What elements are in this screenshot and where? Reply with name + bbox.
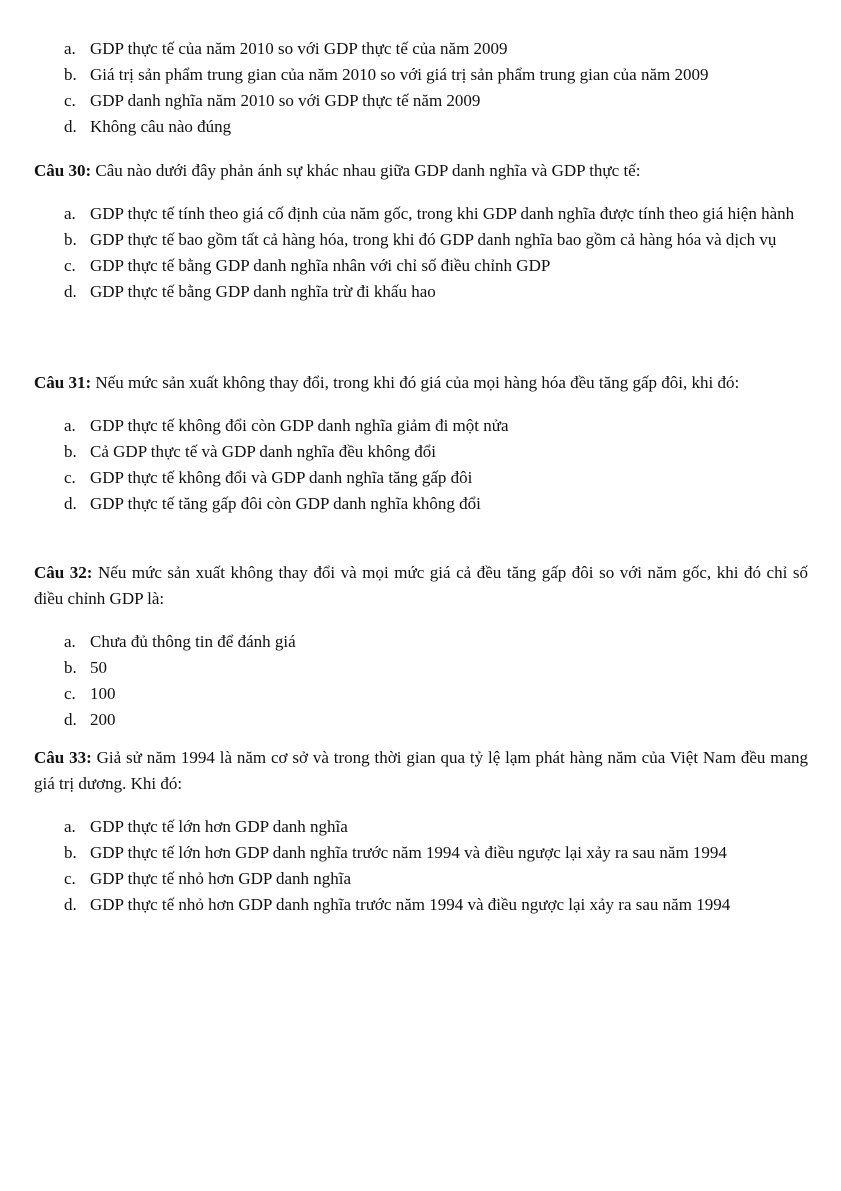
option-letter: b. <box>64 230 77 249</box>
option-b <box>34 439 808 465</box>
option-text: GDP thực tế bằng GDP danh nghĩa trừ đi khấu hao <box>90 282 436 301</box>
question-text: Câu nào dưới đây phản ánh sự khác nhau giữa GDP danh nghĩa và GDP thực tế: <box>95 161 641 180</box>
option-letter: d. <box>64 282 77 301</box>
option-a <box>34 629 808 655</box>
option-letter: c. <box>64 468 76 487</box>
option-list <box>34 629 808 733</box>
question-33 <box>34 745 808 918</box>
option-letter: a. <box>64 817 76 836</box>
option-d <box>34 892 808 918</box>
question-text: Nếu mức sản xuất không thay đổi và mọi mức giá cả đều tăng gấp đôi so với năm gốc, khi đó chỉ số điều chỉnh GDP là: <box>34 563 808 608</box>
option-text: GDP thực tế không đổi còn GDP danh nghĩa giảm đi một nửa <box>90 416 509 435</box>
option-list <box>34 413 808 517</box>
option-letter: b. <box>64 65 77 84</box>
option-text: GDP thực tế nhỏ hơn GDP danh nghĩa <box>90 869 352 888</box>
option-text: Chưa đủ thông tin để đánh giá <box>90 632 296 651</box>
question-31 <box>34 370 808 517</box>
option-b <box>34 655 808 681</box>
question-29-continuation <box>34 36 808 140</box>
option-text: 200 <box>90 710 116 729</box>
question-32 <box>34 560 808 733</box>
option-b <box>34 840 808 866</box>
question-stem <box>34 370 808 396</box>
option-b <box>34 227 808 253</box>
option-text: GDP danh nghĩa năm 2010 so với GDP thực tế năm 2009 <box>90 91 481 110</box>
option-letter: c. <box>64 256 76 275</box>
option-b <box>34 62 808 88</box>
option-letter: d. <box>64 895 77 914</box>
option-c <box>34 88 808 114</box>
option-d <box>34 491 808 517</box>
option-text: GDP thực tế tăng gấp đôi còn GDP danh nghĩa không đổi <box>90 494 481 513</box>
option-letter: b. <box>64 843 77 862</box>
option-letter: d. <box>64 117 77 136</box>
option-a <box>34 814 808 840</box>
option-d <box>34 279 808 305</box>
option-c <box>34 465 808 491</box>
option-text: GDP thực tế không đổi và GDP danh nghĩa tăng gấp đôi <box>90 468 473 487</box>
option-a <box>34 36 808 62</box>
option-letter: a. <box>64 39 76 58</box>
option-text: GDP thực tế lớn hơn GDP danh nghĩa <box>90 817 348 836</box>
option-a <box>34 413 808 439</box>
option-d <box>34 114 808 140</box>
option-c <box>34 253 808 279</box>
option-text: GDP thực tế bao gồm tất cả hàng hóa, trong khi đó GDP danh nghĩa bao gồm cả hàng hóa và dịch vụ <box>90 230 777 249</box>
option-letter: c. <box>64 869 76 888</box>
question-label: Câu 33: <box>34 748 92 767</box>
option-a <box>34 201 808 227</box>
option-letter: b. <box>64 442 77 461</box>
option-text: Cả GDP thực tế và GDP danh nghĩa đều không đổi <box>90 442 437 461</box>
option-letter: d. <box>64 710 77 729</box>
option-text: 50 <box>90 658 107 677</box>
option-text: 100 <box>90 684 116 703</box>
question-text: Giả sử năm 1994 là năm cơ sở và trong thời gian qua tỷ lệ lạm phát hàng năm của Việt Nam đều mang giá trị dương. Khi đó: <box>34 748 808 793</box>
question-stem <box>34 745 808 797</box>
question-30 <box>34 158 808 305</box>
question-stem <box>34 158 808 184</box>
option-d <box>34 707 808 733</box>
option-list <box>34 201 808 305</box>
question-label: Câu 32: <box>34 563 93 582</box>
question-label: Câu 30: <box>34 161 92 180</box>
option-text: GDP thực tế nhỏ hơn GDP danh nghĩa trước năm 1994 và điều ngược lại xảy ra sau năm 1994 <box>90 895 731 914</box>
option-text: Không câu nào đúng <box>90 117 232 136</box>
option-text: GDP thực tế bằng GDP danh nghĩa nhân với chỉ số điều chỉnh GDP <box>90 256 551 275</box>
option-list <box>34 814 808 918</box>
option-letter: a. <box>64 204 76 223</box>
option-text: Giá trị sản phẩm trung gian của năm 2010 so với giá trị sản phẩm trung gian của năm 2009 <box>90 65 709 84</box>
option-text: GDP thực tế của năm 2010 so với GDP thực tế của năm 2009 <box>90 39 508 58</box>
option-letter: a. <box>64 416 76 435</box>
option-text: GDP thực tế lớn hơn GDP danh nghĩa trước năm 1994 và điều ngược lại xảy ra sau năm 1994 <box>90 843 727 862</box>
option-c <box>34 681 808 707</box>
option-list <box>34 36 808 140</box>
option-letter: c. <box>64 684 76 703</box>
option-letter: a. <box>64 632 76 651</box>
option-letter: d. <box>64 494 77 513</box>
option-letter: b. <box>64 658 77 677</box>
question-label: Câu 31: <box>34 373 92 392</box>
option-text: GDP thực tế tính theo giá cố định của năm gốc, trong khi GDP danh nghĩa được tính theo giá hiện hành <box>90 204 795 223</box>
question-stem <box>34 560 808 612</box>
option-c <box>34 866 808 892</box>
question-text: Nếu mức sản xuất không thay đổi, trong khi đó giá của mọi hàng hóa đều tăng gấp đôi, khi đó: <box>95 373 740 392</box>
option-letter: c. <box>64 91 76 110</box>
